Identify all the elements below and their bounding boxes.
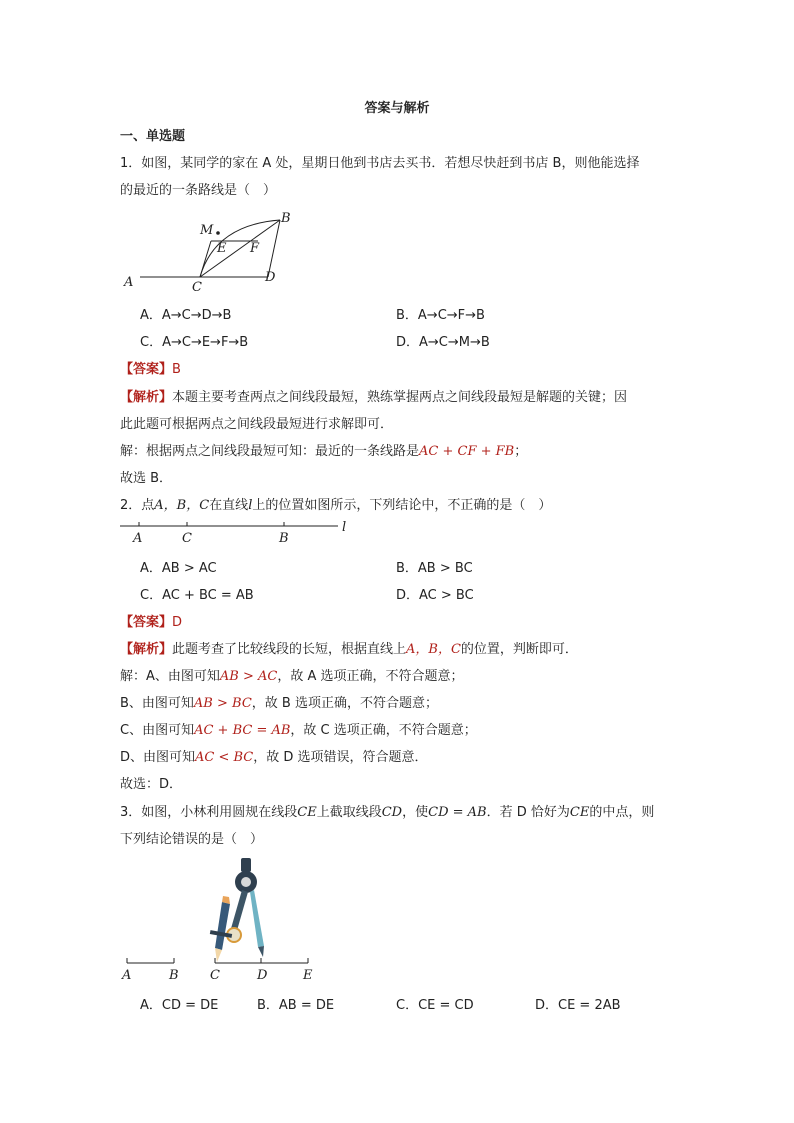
q1-answer-tag: 【答案】 [120,362,173,377]
q1-label-D: D [265,270,276,285]
q1-answer: B [172,362,181,377]
q1-analysis-tag: 【解析】 [120,390,173,405]
q3-label-C: C [210,968,220,983]
q2-analysis-suffix: 的位置，判断即可． [460,642,578,657]
q1-label-C: C [192,280,202,295]
q2-sol1-suffix: ，故 A 选项正确，不符合题意； [277,669,464,684]
q1-option-b: B．A→C→F→B [396,308,485,323]
q2-conclusion: 故选：D． [120,777,183,792]
q3-option-a: A．CD = DE [140,998,219,1013]
q2-analysis-prefix: 此题考查了比较线段的长短，根据直线上 [172,642,407,657]
q3-label-A: A [122,968,132,983]
q2-analysis-points: A，B，C [406,642,461,657]
q3-stem-g: ．若 D 恰好为 [486,805,570,820]
q2-option-a: A．AB > AC [140,561,217,576]
q3-stem-a: 3．如图，小林利用圆规在线段 [120,805,298,820]
q1-label-M: M [200,223,214,238]
q2-sol4-prefix: D、由图可知 [120,750,196,765]
q2-stem-line: l [248,498,253,513]
section-heading: 一、单选题 [120,129,186,144]
q2-sol3-prefix: C、由图可知 [120,723,195,738]
q1-solution-line [120,440,527,459]
q2-stem [120,494,551,513]
q3-stem-c: 上截取线段 [316,805,382,820]
q2-stem-suffix: 上的位置如图所示，下列结论中，不正确的是（ ） [252,498,552,513]
q3-option-d: D．CE = 2AB [535,998,621,1013]
q2-sol1-math: AB > AC [219,669,278,684]
compass-icon [227,858,264,957]
q3-stem-line2: 下列结论错误的是（ ） [120,832,264,847]
q2-answer-line [120,611,182,630]
q3-stem-i: 的中点，则 [589,805,655,820]
q2-analysis-tag: 【解析】 [120,642,173,657]
q1-analysis-line1 [120,386,627,405]
q3-label-E: E [303,968,313,983]
q1-stem-line1: 1．如图，某同学的家在 A 处，星期日他到书店去买书．若想尽快赶到书店 B，则他能选择 [120,156,640,171]
q2-solution-2 [120,692,438,711]
q2-stem-prefix: 2．点 [120,498,155,513]
q1-figure [120,210,320,295]
q2-label-l: l [342,520,347,535]
q3-figure [118,852,328,987]
q2-label-B: B [279,531,289,546]
q2-figure [120,518,360,548]
q3-option-b: B．AB = DE [257,998,335,1013]
q1-label-B: B [281,211,291,226]
q1-solution-math: AC + CF + FB [419,444,515,459]
q2-label-A: A [133,531,143,546]
q2-solution-3 [120,719,477,738]
q3-label-B: B [169,968,179,983]
q2-sol2-math: AB > BC [193,696,252,711]
q2-label-C: C [182,531,192,546]
q2-option-d: D．AC > BC [396,588,474,603]
q2-sol1-prefix: 解：A、由图可知 [120,669,220,684]
q2-sol4-math: AC < BC [195,750,254,765]
q1-label-A: A [124,275,134,290]
q2-stem-points: A，B，C [154,498,210,513]
q1-label-E: E [217,241,227,256]
q2-sol3-suffix: ，故 C 选项正确，不符合题意； [290,723,477,738]
q3-stem-d: CD [381,805,403,820]
q1-solution-suffix: ； [514,444,528,459]
q3-stem-h: CE [569,805,590,820]
q2-solution-1 [120,665,464,684]
q1-solution-prefix: 解：根据两点之间线段最短可知：最近的一条线路是 [120,444,420,459]
q1-analysis-text1: 本题主要考查两点之间线段最短，熟练掌握两点之间线段最短是解题的关键；因 [172,390,628,405]
q1-option-d: D．A→C→M→B [396,335,490,350]
q2-stem-mid: 在直线 [209,498,249,513]
q2-sol2-suffix: ，故 B 选项正确，不符合题意； [251,696,438,711]
q2-sol2-prefix: B、由图可知 [120,696,194,711]
q2-answer: D [172,615,183,630]
q1-answer-line [120,358,181,377]
q1-conclusion: 故选 B． [120,471,173,486]
q3-stem-f: CD = AB [428,805,487,820]
q2-sol4-suffix: ，故 D 选项错误，符合题意． [253,750,428,765]
q2-solution-4 [120,746,428,765]
q3-option-c: C．CE = CD [396,998,474,1013]
q3-stem-e: ，使 [402,805,429,820]
q1-option-a: A．A→C→D→B [140,308,232,323]
q3-label-D: D [257,968,268,983]
q2-sol3-math: AC + BC = AB [194,723,291,738]
page-title: 答案与解析 [364,101,430,116]
q1-analysis-line2: 此此题可根据两点之间线段最短进行求解即可． [120,417,394,432]
q2-option-c: C．AC + BC = AB [140,588,254,603]
q2-answer-tag: 【答案】 [120,615,173,630]
q1-stem-line2: 的最近的一条路线是（ ） [120,183,277,198]
q2-option-b: B．AB > BC [396,561,473,576]
q3-stem-b: CE [297,805,317,820]
q3-stem-line1 [120,801,654,820]
q1-option-c: C．A→C→E→F→B [140,335,249,350]
q1-label-F: F [250,241,260,256]
q2-analysis-line [120,638,578,657]
